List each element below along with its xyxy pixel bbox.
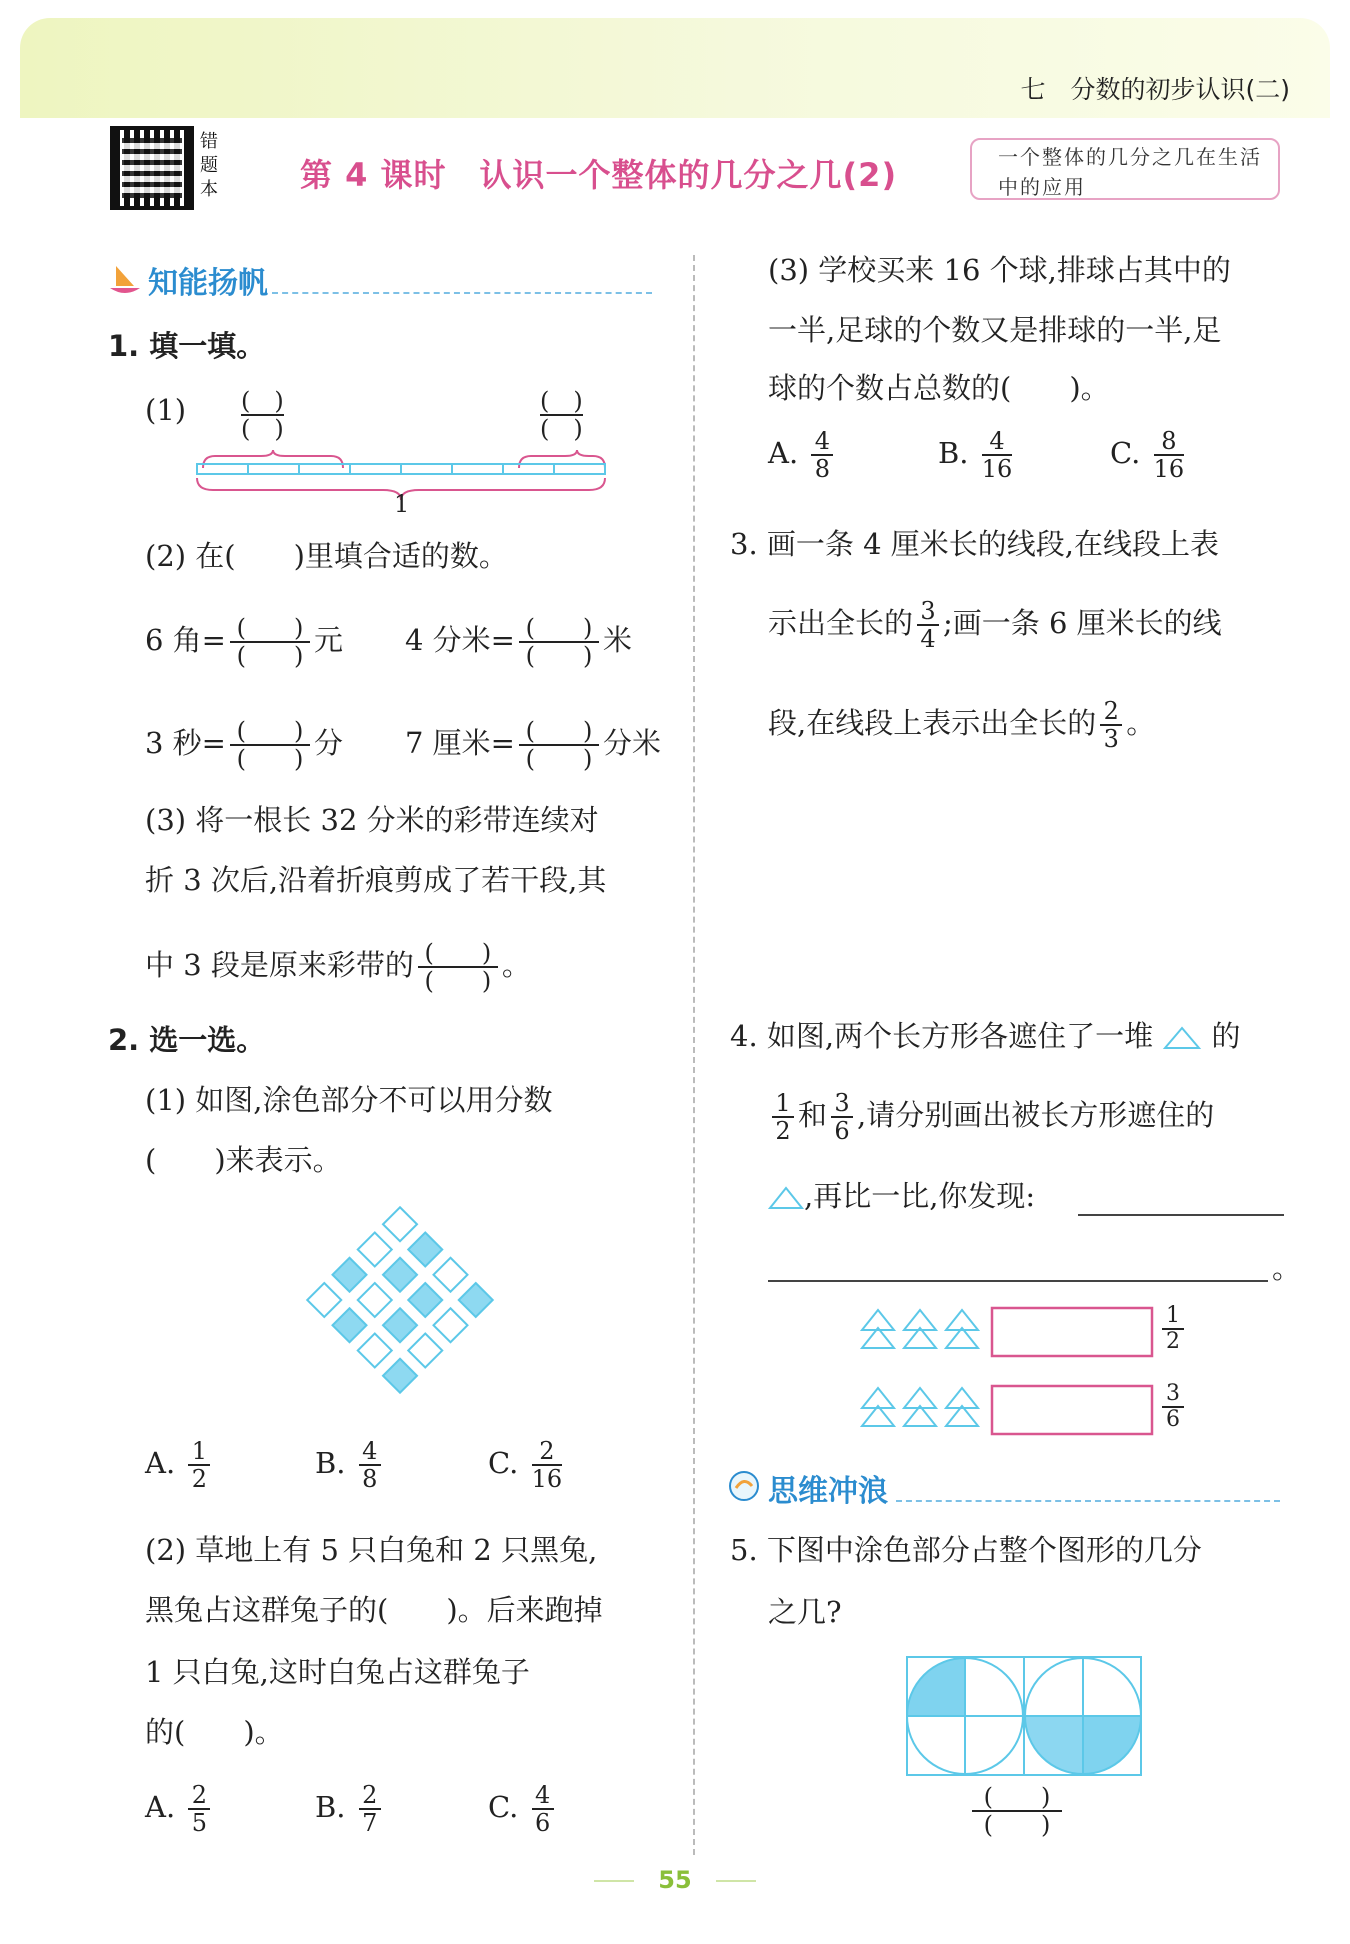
- diamond-cell: [383, 1258, 417, 1292]
- diamond-cell: [358, 1233, 392, 1267]
- triangle-stack-icon: [946, 1388, 978, 1426]
- section-head-zhineng: 知能扬帆: [148, 266, 268, 301]
- q1-p1-frac-left[interactable]: $\frac{( )}{( )}$: [241, 387, 284, 443]
- q4-line-2: $\frac{1}{2}$ 和 $\frac{3}{6}$ ,请分别画出被长方形遮住的: [768, 1090, 1214, 1144]
- q2-p3-line-3: 球的个数占总数的( )。: [768, 371, 1110, 405]
- q2-p1-line-2: ( )来表示。: [145, 1143, 342, 1177]
- q5-answer-frac[interactable]: $\frac{( )}{( )}$: [968, 1784, 1066, 1838]
- qr-code-icon[interactable]: [110, 126, 194, 210]
- lesson-title: 第 4 课时 认识一个整体的几分之几(2): [300, 156, 898, 194]
- triangle-icon: [768, 1185, 804, 1211]
- triangle-stack-icon: [862, 1310, 894, 1348]
- triangle-stack-icon: [904, 1388, 936, 1426]
- q3-line-2: 示出全长的 $\frac{3}{4}$ ;画一条 6 厘米长的线: [768, 597, 1222, 653]
- q2-p3-option-b[interactable]: B. $\frac{4}{16}$: [938, 427, 1013, 483]
- chapter-title: 七 分数的初步认识(二): [1020, 75, 1290, 104]
- q4-answer-line-1[interactable]: [1078, 1214, 1284, 1216]
- qr-label: 错题本: [200, 131, 218, 200]
- diamond-cell: [433, 1308, 467, 1342]
- q3-line-3: 段,在线段上表示出全长的 $\frac{2}{3}$ 。: [768, 697, 1156, 753]
- q4-answer-line-2[interactable]: [768, 1280, 1268, 1282]
- section-head-line: [272, 292, 652, 294]
- diamond-cell: [307, 1283, 341, 1317]
- diamond-cell: [358, 1283, 392, 1317]
- diamond-cell: [358, 1333, 392, 1367]
- q2-p1-option-a[interactable]: A. $\frac{1}{2}$: [145, 1438, 214, 1492]
- q1-title: 1. 填一填。: [108, 329, 266, 363]
- q2-p3-line-2: 一半,足球的个数又是排球的一半,足: [768, 313, 1222, 347]
- q1-p3-line-2: 折 3 次后,沿着折痕剪成了若干段,其: [145, 863, 607, 897]
- column-divider: [693, 255, 695, 1855]
- diamond-cell: [333, 1258, 367, 1292]
- q2-p2-line-4: 的( )。: [145, 1715, 284, 1749]
- lesson-subtitle: 一个整体的几分之几在生活中的应用: [970, 138, 1280, 200]
- triangle-stack-icon: [904, 1310, 936, 1348]
- q4-end-mark: 。: [1272, 1251, 1302, 1285]
- q1-p2-item-2[interactable]: 4 分米= $\frac{( )}{( )}$ 米: [405, 614, 632, 670]
- diamond-cell: [408, 1333, 442, 1367]
- page-number: 55: [640, 1866, 710, 1894]
- triangle-icon: [1162, 1025, 1202, 1051]
- q2-p1-line-1: (1) 如图,涂色部分不可以用分数: [145, 1083, 553, 1117]
- q1-ruler-label: 1: [394, 490, 410, 518]
- q2-p3-option-a[interactable]: A. $\frac{4}{8}$: [768, 428, 837, 482]
- diamond-cell: [383, 1308, 417, 1342]
- q4-row1-frac: $\frac{1}{2}$: [1158, 1304, 1188, 1354]
- diamond-cell: [383, 1359, 417, 1393]
- q2-p2-line-1: (2) 草地上有 5 只白兔和 2 只黑兔,: [145, 1533, 598, 1567]
- q4-triangles-rect-figure: [860, 1300, 1190, 1450]
- q1-p1-frac-right[interactable]: $\frac{( )}{( )}$: [540, 387, 583, 443]
- q4-line-1: 4. 如图,两个长方形各遮住了一堆 的: [730, 1019, 1241, 1053]
- diamond-cell: [383, 1207, 417, 1241]
- q5-line-2: 之几?: [768, 1595, 842, 1629]
- diamond-cell: [408, 1233, 442, 1267]
- q2-p2-option-a[interactable]: A. $\frac{2}{5}$: [145, 1782, 214, 1836]
- q2-title: 2. 选一选。: [108, 1023, 266, 1057]
- q4-row2-frac: $\frac{3}{6}$: [1158, 1382, 1188, 1432]
- q1-p1-label: (1): [145, 393, 187, 427]
- triangle-stack-icon: [862, 1388, 894, 1426]
- q1-p2-item-1[interactable]: 6 角= $\frac{( )}{( )}$ 元: [145, 614, 343, 670]
- q1-p3-line-3[interactable]: 中 3 段是原来彩带的 $\frac{( )}{( )}$ 。: [145, 939, 531, 995]
- diamond-cell: [408, 1283, 442, 1317]
- section-head-line: [896, 1500, 1280, 1502]
- q4-line-3: ,再比一比,你发现:: [768, 1176, 1035, 1216]
- q5-circles-figure: [906, 1656, 1142, 1778]
- q1-p3-line-1: (3) 将一根长 32 分米的彩带连续对: [145, 803, 599, 837]
- q2-p1-option-b[interactable]: B. $\frac{4}{8}$: [315, 1438, 385, 1492]
- q2-p2-option-b[interactable]: B. $\frac{2}{7}$: [315, 1782, 385, 1836]
- q2-diamond-grid-figure: [300, 1200, 500, 1400]
- wave-icon: [728, 1470, 760, 1502]
- diamond-cell: [433, 1258, 467, 1292]
- q2-p2-line-3: 1 只白兔,这时白兔占这群兔子: [145, 1655, 530, 1689]
- q1-p2-label: (2) 在( )里填合适的数。: [145, 539, 508, 573]
- q2-p3-line-1: (3) 学校买来 16 个球,排球占其中的: [768, 253, 1231, 287]
- section-head-siwei: 思维冲浪: [768, 1474, 888, 1509]
- diamond-cell: [459, 1283, 493, 1317]
- q1-p2-item-3[interactable]: 3 秒= $\frac{( )}{( )}$ 分: [145, 717, 343, 773]
- triangle-stack-icon: [946, 1310, 978, 1348]
- q2-p3-option-c[interactable]: C. $\frac{8}{16}$: [1110, 427, 1185, 483]
- q5-line-1: 5. 下图中涂色部分占整个图形的几分: [730, 1533, 1202, 1567]
- q2-p2-option-c[interactable]: C. $\frac{4}{6}$: [488, 1782, 558, 1836]
- q2-p2-line-2: 黑兔占这群兔子的( )。后来跑掉: [145, 1593, 603, 1627]
- q3-line-1: 3. 画一条 4 厘米长的线段,在线段上表: [730, 527, 1219, 561]
- sailboat-icon: [108, 262, 142, 296]
- diamond-cell: [333, 1308, 367, 1342]
- q1-p2-item-4[interactable]: 7 厘米= $\frac{( )}{( )}$ 分米: [405, 717, 661, 773]
- q2-p1-option-c[interactable]: C. $\frac{2}{16}$: [488, 1437, 563, 1493]
